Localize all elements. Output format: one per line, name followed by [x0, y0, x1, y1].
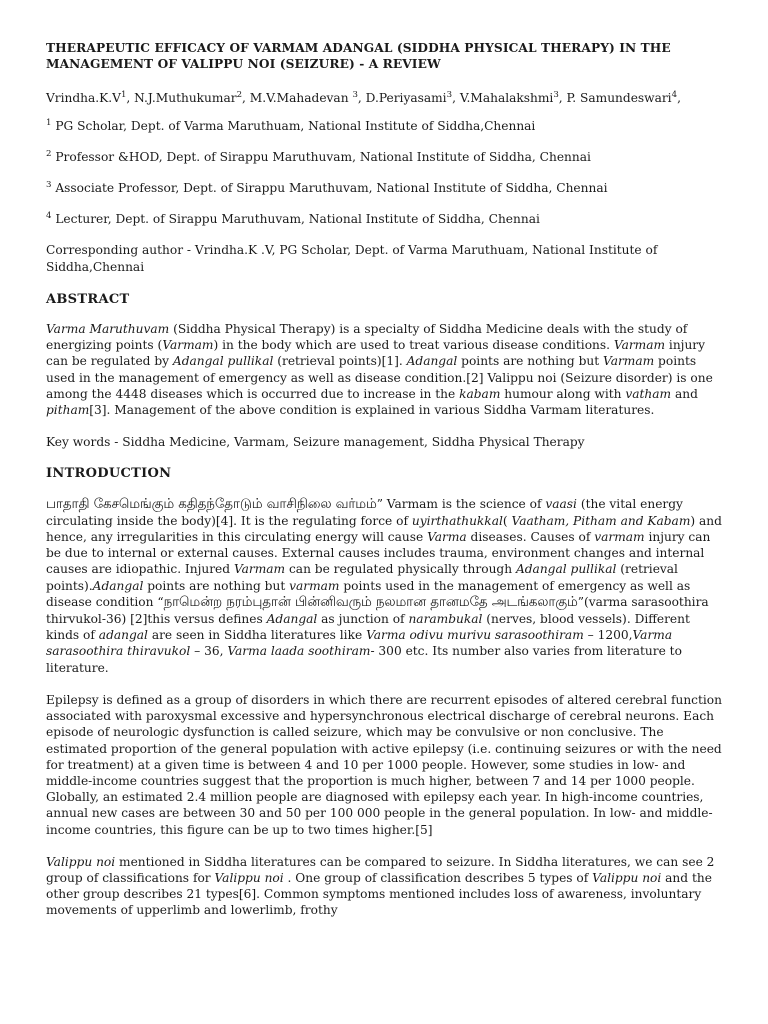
- affiliation: [46, 118, 724, 134]
- intro-span: Adangal: [266, 612, 318, 627]
- abstract-span: Varma Maruthuvam: [46, 322, 170, 337]
- author-sep: ,: [357, 91, 366, 106]
- affiliation: [46, 149, 724, 165]
- abstract-span: Adangal pullikal: [172, 354, 274, 369]
- author-sup: 3: [352, 90, 358, 101]
- abstract-span: points are nothing but: [457, 354, 604, 369]
- valippu-span: Valippu noi: [214, 870, 284, 885]
- intro-span: are seen in Siddha literatures like: [147, 628, 367, 643]
- affiliation-text: Associate Professor, Dept. of Sirappu Maruthuvam, National Institute of Siddha, Chennai: [51, 181, 608, 196]
- affiliation-num: 2: [46, 148, 52, 159]
- abstract-span: (retrieval points)[1].: [273, 354, 407, 369]
- introduction-heading: INTRODUCTION: [46, 466, 172, 482]
- author-sup: 2: [236, 90, 243, 101]
- abstract-span: points used in the management of emergency as well as disease condition.[2] Valippu noi (Seizure disorder) is one among the 4448 diseases which is occurred due to increase in the: [46, 354, 713, 401]
- affiliation-text: Professor &HOD, Dept. of Sirappu Maruthuvam, National Institute of Siddha, Chennai: [51, 149, 591, 164]
- intro-span: Varma laada soothiram: [227, 644, 371, 659]
- intro-span: varmam: [289, 578, 340, 593]
- abstract-span: Varmam: [613, 338, 666, 353]
- abstract-span: ) in the body which are used to treat various disease conditions.: [213, 338, 614, 353]
- author-name: D.Periyasami: [365, 91, 447, 106]
- intro-span: diseases. Causes of: [466, 530, 595, 545]
- paper-title: THERAPEUTIC EFFICACY OF VARMAM ADANGAL (SIDDHA PHYSICAL THERAPY) IN THE MANAGEMENT OF VALIPPU NOI (SEIZURE) - A REVIEW: [46, 41, 671, 72]
- intro-span: adangal: [98, 628, 148, 643]
- valippu-span: Valippu noi: [592, 870, 662, 885]
- epilepsy-paragraph: Epilepsy is defined as a group of disorders in which there are recurrent episodes of altered cerebral function associated with paroxysmal excessive and hypersynchronous electrical discharge of cerebral neurons. Each episode of neurologic dysfunction is called seizure, which may be convulsive or non conclusive. The estimated proportion of the general population with active epilepsy (i.e. continuing seizures or with the need for treatment) at a given time is between 4 and 10 per 1000 people. However, some studies in low- and middle-income countries suggest that the proportion is much higher, between 7 and 14 per 1000 people. Globally, an estimated 2.4 million people are diagnosed with epilepsy each year. In high-income countries, annual new cases are between 30 and 50 per 100 000 people in the general population. In low- and middle-income countries, this figure can be up to two times higher.[5]: [46, 692, 722, 837]
- tamil-verse: நாமென்ற நரம்புதான் பின்னிவரும் நலமான தானமதே அடங்கலாகும்: [163, 594, 578, 610]
- intro-span: Adangal pullikal: [515, 562, 617, 577]
- author-sup: 1: [120, 90, 127, 101]
- intro-span: varmam: [594, 530, 645, 545]
- affiliation-num: 1: [46, 117, 52, 128]
- abstract-span: Varmam: [162, 338, 214, 353]
- abstract-span: kabam: [459, 386, 501, 401]
- abstract-span: [3]. Management of the above condition is explained in various Siddha Varmam literatures.: [89, 403, 655, 418]
- author-sep: ,: [677, 91, 681, 106]
- valippu-paragraph: [46, 854, 724, 919]
- affiliation-num: 3: [46, 179, 52, 190]
- author-name: M.V.Mahadevan: [249, 91, 353, 106]
- intro-span: ) and hence, any irregularities in this circulating energy will cause: [46, 513, 722, 545]
- author-sep: ,: [126, 91, 135, 106]
- intro-span: Adangal: [92, 578, 144, 593]
- intro-span: injury can be due to internal or external causes. External causes includes trauma, environment changes and internal causes are idiopathic. Injured: [46, 530, 711, 577]
- intro-span: Varma odivu murivu sarasoothiram: [366, 628, 584, 643]
- intro-span: - 300 etc. Its number also varies from literature to literature.: [46, 644, 682, 675]
- abstract-paragraph: [46, 321, 724, 418]
- intro-span: Varma: [427, 530, 467, 545]
- author-sep: ,: [558, 91, 567, 106]
- tamil-verse: பாதாதி கேசமெங்கும் கதிதந்தோடும் வாசிநிலை வர்மம்: [46, 496, 377, 512]
- author-sup: 3: [446, 90, 453, 101]
- intro-span: ” Varmam is the science of: [376, 496, 546, 511]
- author-name: Vrindha.K.V: [46, 91, 121, 106]
- intro-span: – 36,: [190, 644, 228, 659]
- intro-span: (retrieval points).: [46, 562, 678, 593]
- intro-span: – 1200,: [583, 628, 633, 643]
- valippu-span: Valippu noi: [46, 854, 116, 869]
- abstract-span: injury can be regulated by: [46, 338, 706, 369]
- author-name: P. Samundeswari: [566, 91, 672, 106]
- abstract-heading: ABSTRACT: [46, 291, 130, 307]
- valippu-span: . One group of classification describes 5 types of: [283, 870, 593, 885]
- intro-span: can be regulated physically through: [285, 562, 516, 577]
- intro-span: vaasi: [545, 496, 577, 511]
- abstract-span: pitham: [46, 403, 90, 418]
- author-sup: 3: [553, 90, 559, 101]
- intro-span: (the vital energy circulating inside the body)[4]. It is the regulating force of: [46, 496, 683, 528]
- intro-span: ”(varma sarasoothira thirvukol-36) [2]this versus defines: [46, 594, 709, 627]
- introduction-paragraph: [46, 496, 724, 676]
- author-sep: ,: [242, 91, 250, 106]
- intro-span: Varma sarasoothira thiravukol: [46, 628, 673, 659]
- intro-span: points are nothing but: [143, 578, 290, 593]
- intro-span: (: [502, 513, 512, 528]
- valippu-span: mentioned in Siddha literatures can be compared to seizure. In Siddha literatures, we can see 2 group of classifications for: [46, 854, 715, 885]
- intro-span: Varmam: [233, 562, 286, 577]
- intro-span: Vaatham, Pitham and Kabam: [511, 513, 691, 528]
- valippu-span: and the other group describes 21 types[6]. Common symptoms mentioned includes loss of awareness, involuntary movements of upperlimb and lowerlimb, frothy: [46, 870, 712, 918]
- abstract-span: humour along with: [500, 386, 626, 401]
- intro-span: points used in the management of emergency as well as disease condition “: [46, 578, 691, 609]
- affiliation: [46, 180, 724, 196]
- intro-span: (nerves, blood vessels). Different kinds of: [46, 612, 690, 643]
- abstract-span: and: [671, 386, 698, 401]
- abstract-span: (Siddha Physical Therapy) is a specialty of Siddha Medicine deals with the study of energizing points (: [46, 322, 688, 353]
- affiliation-num: 4: [46, 211, 52, 222]
- affiliation: [46, 211, 724, 227]
- author-name: V.Mahalakshmi: [459, 91, 554, 106]
- affiliation-text: PG Scholar, Dept. of Varma Maruthuam, National Institute of Siddha,Chennai: [51, 118, 536, 133]
- abstract-span: Varmam: [603, 354, 655, 369]
- intro-span: as junction of: [317, 612, 409, 627]
- corresponding-author: Corresponding author - Vrindha.K .V, PG Scholar, Dept. of Varma Maruthuam, National Institute of Siddha,Chennai: [46, 243, 658, 274]
- affiliation-text: Lecturer, Dept. of Sirappu Maruthuvam, National Institute of Siddha, Chennai: [51, 212, 540, 227]
- keywords: Key words - Siddha Medicine, Varmam, Seizure management, Siddha Physical Therapy: [46, 435, 585, 450]
- author-name: N.J.Muthukumar: [134, 91, 237, 106]
- intro-span: uyirthathukkal: [411, 513, 503, 528]
- intro-span: narambukal: [408, 612, 483, 627]
- author-list: [46, 90, 724, 106]
- abstract-span: vatham: [625, 386, 672, 401]
- author-sep: ,: [452, 91, 460, 106]
- abstract-span: Adangal: [406, 354, 458, 369]
- author-sup: 4: [671, 90, 678, 101]
